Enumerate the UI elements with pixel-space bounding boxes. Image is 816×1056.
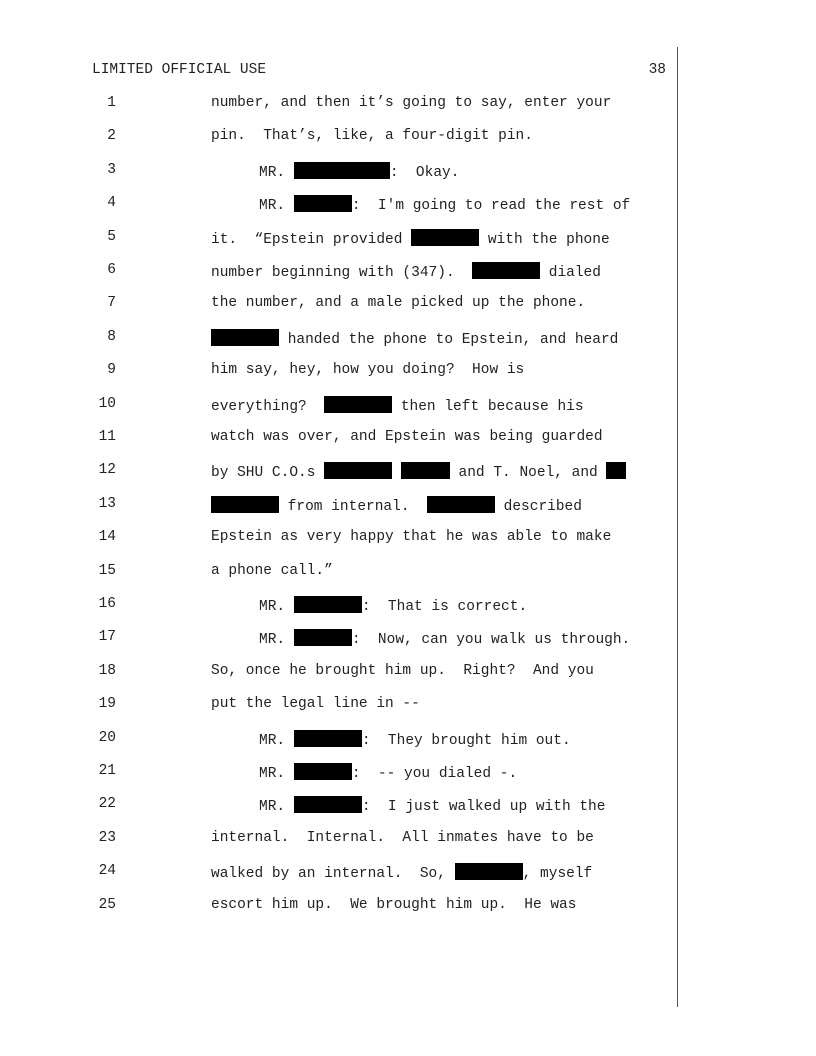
text-segment: dialed — [540, 265, 601, 281]
transcript-line — [0, 462, 676, 482]
line-number: 13 — [98, 495, 116, 512]
transcript-line — [0, 496, 676, 516]
text-segment: internal. Internal. All inmates have to be — [211, 829, 594, 846]
line-text — [259, 596, 527, 615]
text-segment: and T. Noel, and — [449, 465, 607, 482]
text-segment: MR. — [259, 599, 294, 615]
line-number: 18 — [98, 662, 116, 679]
transcript-line — [0, 629, 676, 649]
text-segment: MR. — [259, 766, 294, 782]
text-segment: it. “Epstein provided — [211, 231, 412, 248]
line-text — [211, 462, 626, 481]
text-segment: by SHU C.O.s — [211, 465, 325, 482]
text-segment: MR. — [259, 198, 294, 215]
text-segment: MR. — [259, 164, 294, 181]
line-text — [211, 663, 594, 679]
line-text — [211, 696, 420, 712]
line-number: 8 — [107, 328, 116, 345]
text-segment: pin. That’s, like, a four-digit pin. — [211, 128, 533, 145]
text-segment: everything? — [211, 398, 325, 415]
line-text — [211, 329, 618, 348]
transcript-line — [0, 295, 676, 315]
line-text — [211, 128, 533, 144]
text-segment: with the phone — [479, 231, 610, 248]
transcript-line — [0, 863, 676, 883]
redaction-block — [211, 496, 279, 513]
redaction-block — [294, 730, 362, 747]
transcript-line — [0, 563, 676, 583]
text-segment: him say, hey, how you doing? How is — [211, 362, 525, 379]
text-segment — [392, 465, 401, 481]
transcript-line — [0, 229, 676, 249]
text-segment: escort him up. We brought him up. He was — [211, 896, 577, 913]
line-number: 7 — [107, 295, 116, 312]
transcript-line — [0, 730, 676, 750]
redaction-block — [294, 796, 362, 813]
redaction-block — [427, 496, 495, 513]
transcript-line — [0, 897, 676, 917]
line-text — [211, 863, 592, 882]
transcript-line — [0, 128, 676, 148]
redaction-block — [455, 863, 523, 880]
transcript-line — [0, 329, 676, 349]
text-segment: : I'm going to read the rest of — [351, 198, 631, 215]
line-number: 11 — [98, 429, 116, 445]
transcript-line — [0, 262, 676, 282]
text-segment: put the legal line in -- — [211, 696, 420, 713]
redaction-block — [324, 396, 392, 413]
text-segment: : I just walked up with the — [361, 799, 606, 816]
text-segment: then left because his — [392, 398, 584, 415]
line-number: 25 — [98, 896, 116, 913]
line-number: 4 — [107, 195, 116, 212]
transcript-line — [0, 162, 676, 182]
text-segment: number beginning with (347). — [211, 265, 473, 281]
line-text — [211, 563, 333, 579]
line-text — [211, 295, 585, 311]
line-text — [259, 195, 630, 214]
line-number: 3 — [107, 161, 116, 178]
transcript-line — [0, 696, 676, 716]
line-text — [211, 529, 611, 545]
text-segment: , myself — [522, 866, 593, 883]
transcript-line — [0, 596, 676, 616]
text-segment: MR. — [259, 732, 294, 749]
text-segment: : That is correct. — [361, 599, 528, 615]
line-number: 19 — [98, 696, 116, 713]
line-text — [211, 429, 603, 445]
line-number: 1 — [107, 95, 116, 111]
line-text — [211, 95, 611, 111]
line-text — [211, 362, 524, 378]
line-text — [259, 730, 571, 749]
line-number: 17 — [98, 629, 116, 646]
line-number: 6 — [107, 262, 116, 278]
redaction-block — [294, 763, 352, 780]
redaction-block — [294, 629, 352, 646]
transcript-line — [0, 396, 676, 416]
line-number: 22 — [98, 796, 116, 813]
redaction-block — [211, 329, 279, 346]
text-segment: watch was over, and Epstein was being guarded — [211, 429, 603, 445]
transcript-line — [0, 830, 676, 850]
text-segment: MR. — [259, 632, 294, 649]
page-number: 38 — [648, 62, 666, 78]
line-number: 23 — [98, 829, 116, 846]
text-segment: handed the phone to Epstein, and heard — [279, 331, 619, 348]
line-number: 2 — [107, 128, 116, 145]
transcript-line — [0, 362, 676, 382]
line-text — [211, 229, 610, 248]
redaction-block — [324, 462, 392, 479]
line-text — [211, 496, 582, 515]
line-text — [211, 897, 576, 913]
transcript-line — [0, 529, 676, 549]
redaction-block — [294, 162, 390, 179]
text-segment: : Now, can you walk us through. — [351, 632, 631, 649]
line-text — [211, 396, 584, 415]
redaction-block — [294, 596, 362, 613]
transcript-line — [0, 763, 676, 783]
redaction-block — [606, 462, 626, 479]
redaction-block — [294, 195, 352, 212]
line-number: 15 — [98, 562, 116, 579]
classification-header: LIMITED OFFICIAL USE — [92, 62, 267, 78]
text-segment: So, once he brought him up. Right? And you — [211, 662, 594, 679]
transcript-line — [0, 95, 676, 115]
text-segment: the number, and a male picked up the phone. — [211, 295, 586, 312]
line-number: 12 — [98, 462, 116, 479]
redaction-block — [472, 262, 540, 279]
transcript-line — [0, 796, 676, 816]
line-number: 5 — [107, 228, 116, 245]
text-segment: number, and then it’s going to say, enter your — [211, 95, 612, 111]
transcript-line — [0, 663, 676, 683]
text-segment: : Okay. — [389, 164, 460, 181]
line-text — [259, 629, 630, 648]
line-number: 14 — [98, 529, 116, 546]
line-number: 16 — [98, 596, 116, 612]
line-text — [259, 763, 517, 782]
line-text — [211, 262, 601, 281]
line-number: 21 — [98, 763, 116, 779]
right-margin-rule — [677, 47, 678, 1007]
text-segment: walked by an internal. So, — [211, 866, 455, 883]
text-segment: : They brought him out. — [361, 732, 571, 749]
text-segment: from internal. — [279, 498, 427, 515]
line-text — [259, 796, 605, 815]
line-number: 24 — [98, 863, 116, 880]
transcript-line — [0, 195, 676, 215]
text-segment: described — [494, 498, 582, 515]
line-text — [259, 162, 459, 181]
line-text — [211, 830, 594, 846]
redaction-block — [401, 462, 450, 479]
text-segment: Epstein as very happy that he was able to make — [211, 529, 612, 546]
redaction-block — [411, 229, 479, 246]
text-segment: MR. — [259, 799, 294, 816]
line-number: 20 — [98, 729, 116, 746]
line-number: 10 — [98, 395, 116, 412]
text-segment: a phone call.” — [211, 562, 333, 579]
text-segment: : -- you dialed -. — [351, 766, 518, 782]
line-number: 9 — [107, 362, 116, 379]
transcript-line — [0, 429, 676, 449]
